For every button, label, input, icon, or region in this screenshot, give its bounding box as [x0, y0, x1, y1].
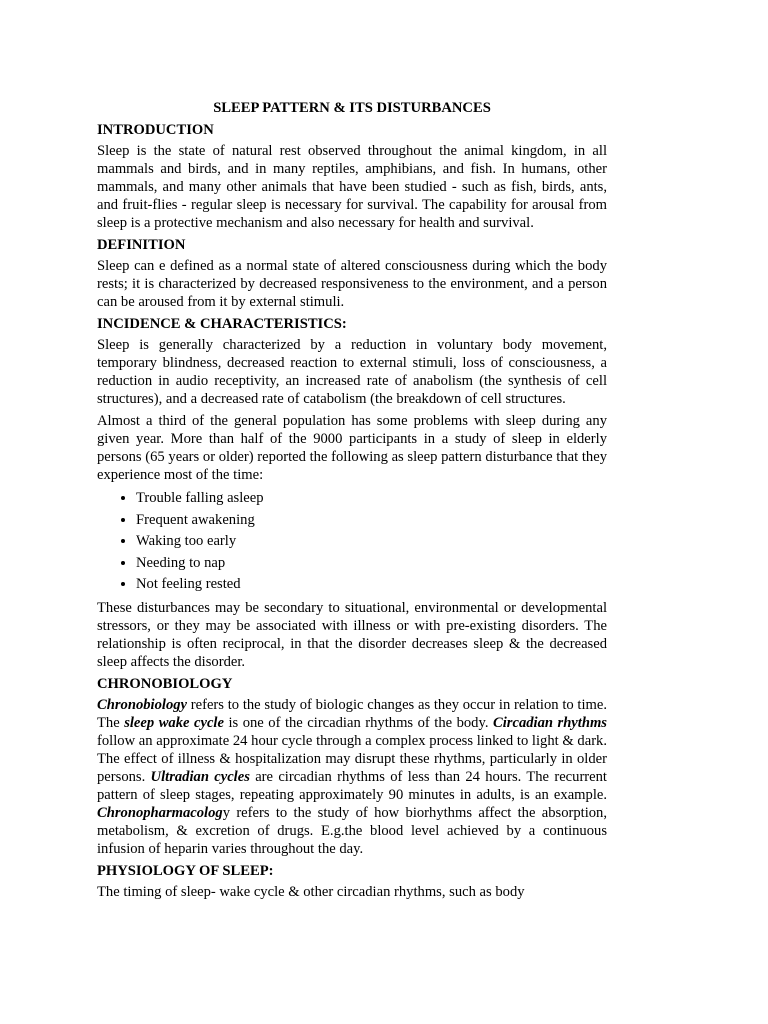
text-segment: is one of the circadian rhythms of the body.	[223, 714, 493, 731]
heading-introduction: INTRODUCTION	[97, 122, 214, 138]
paragraph-incidence-2: Almost a third of the general population has some problems with sleep during any given year. More than half of the 9000 participants in a study of sleep in elderly persons (65 years or older) reported the following as sleep pattern disturbance that they experience most of the time:	[97, 413, 607, 483]
text-segment: follow an approximate 24 hour cycle through a complex process linked to light & dark. The effect of illness & hospitalization may disrupt these rhythms, particularly in older persons.	[97, 732, 607, 785]
list-item: • Waking too early	[136, 531, 607, 553]
paragraph-definition: Sleep can e defined as a normal state of altered consciousness during which the body rests; it is characterized by decreased responsiveness to the environment, and a person can be aroused from it by external stimuli.	[97, 258, 607, 310]
list-item: • Needing to nap	[136, 553, 607, 575]
list-item: • Not feeling rested	[136, 574, 607, 596]
text-segment: refers to the study of biologic changes as they occur in relation to time. The	[97, 696, 607, 731]
heading-chronobiology: CHRONOBIOLOGY	[97, 675, 233, 692]
paragraph-introduction: Sleep is the state of natural rest observed throughout the animal kingdom, in all mammals and birds, and in many reptiles, amphibians, and fish. In humans, other mammals, and many other animals that have been studied - such as fish, birds, ants, and fruit-flies - regular sleep is necessary for survival. The capability for arousal from sleep is a protective mechanism and also necessary for health and survival.	[97, 143, 607, 231]
term-chronobiology: Chronobiology	[97, 696, 188, 713]
paragraph-chronobiology	[97, 696, 607, 858]
term-chronopharmacology: Chronopharmacolog	[97, 804, 223, 821]
term-sleep-wake-cycle: sleep wake cycle	[124, 714, 224, 731]
text-segment: y refers to the study of how biorhythms affect the absorption, metabolism, & excretion of drugs. E.g.the blood level achieved by a continuous infusion of heparin varies throughout the day.	[97, 804, 607, 857]
term-circadian-rhythms: Circadian rhythms	[493, 714, 607, 731]
sleep-disturbance-list	[97, 488, 607, 596]
term-ultradian-cycles: Ultradian cycles	[150, 768, 250, 785]
text-segment: are circadian rhythms of less than 24 hours. The recurrent pattern of sleep stages, repeating approximately 90 minutes in adults, is an example.	[97, 768, 607, 803]
list-item: • Trouble falling asleep	[136, 488, 607, 510]
heading-physiology: PHYSIOLOGY OF SLEEP:	[97, 862, 274, 879]
document-content	[97, 99, 607, 905]
document-title: SLEEP PATTERN & ITS DISTURBANCES	[213, 100, 491, 116]
heading-incidence: INCIDENCE & CHARACTERISTICS:	[97, 316, 347, 332]
paragraph-incidence-1: Sleep is generally characterized by a reduction in voluntary body movement, temporary blindness, decreased reaction to external stimuli, loss of consciousness, a reduction in audio receptivity, an increased rate of anabolism (the synthesis of cell structures), and a decreased rate of catabolism (the breakdown of cell structures.	[97, 337, 607, 407]
paragraph-incidence-3: These disturbances may be secondary to situational, environmental or developmental stressors, or they may be associated with illness or with pre-existing disorders. The relationship is often reciprocal, in that the disorder decreases sleep & the decreased sleep affects the disorder.	[97, 599, 607, 670]
heading-definition: DEFINITION	[97, 237, 186, 253]
paragraph-physiology: The timing of sleep- wake cycle & other circadian rhythms, such as body	[97, 883, 525, 900]
list-item: • Frequent awakening	[136, 510, 607, 532]
